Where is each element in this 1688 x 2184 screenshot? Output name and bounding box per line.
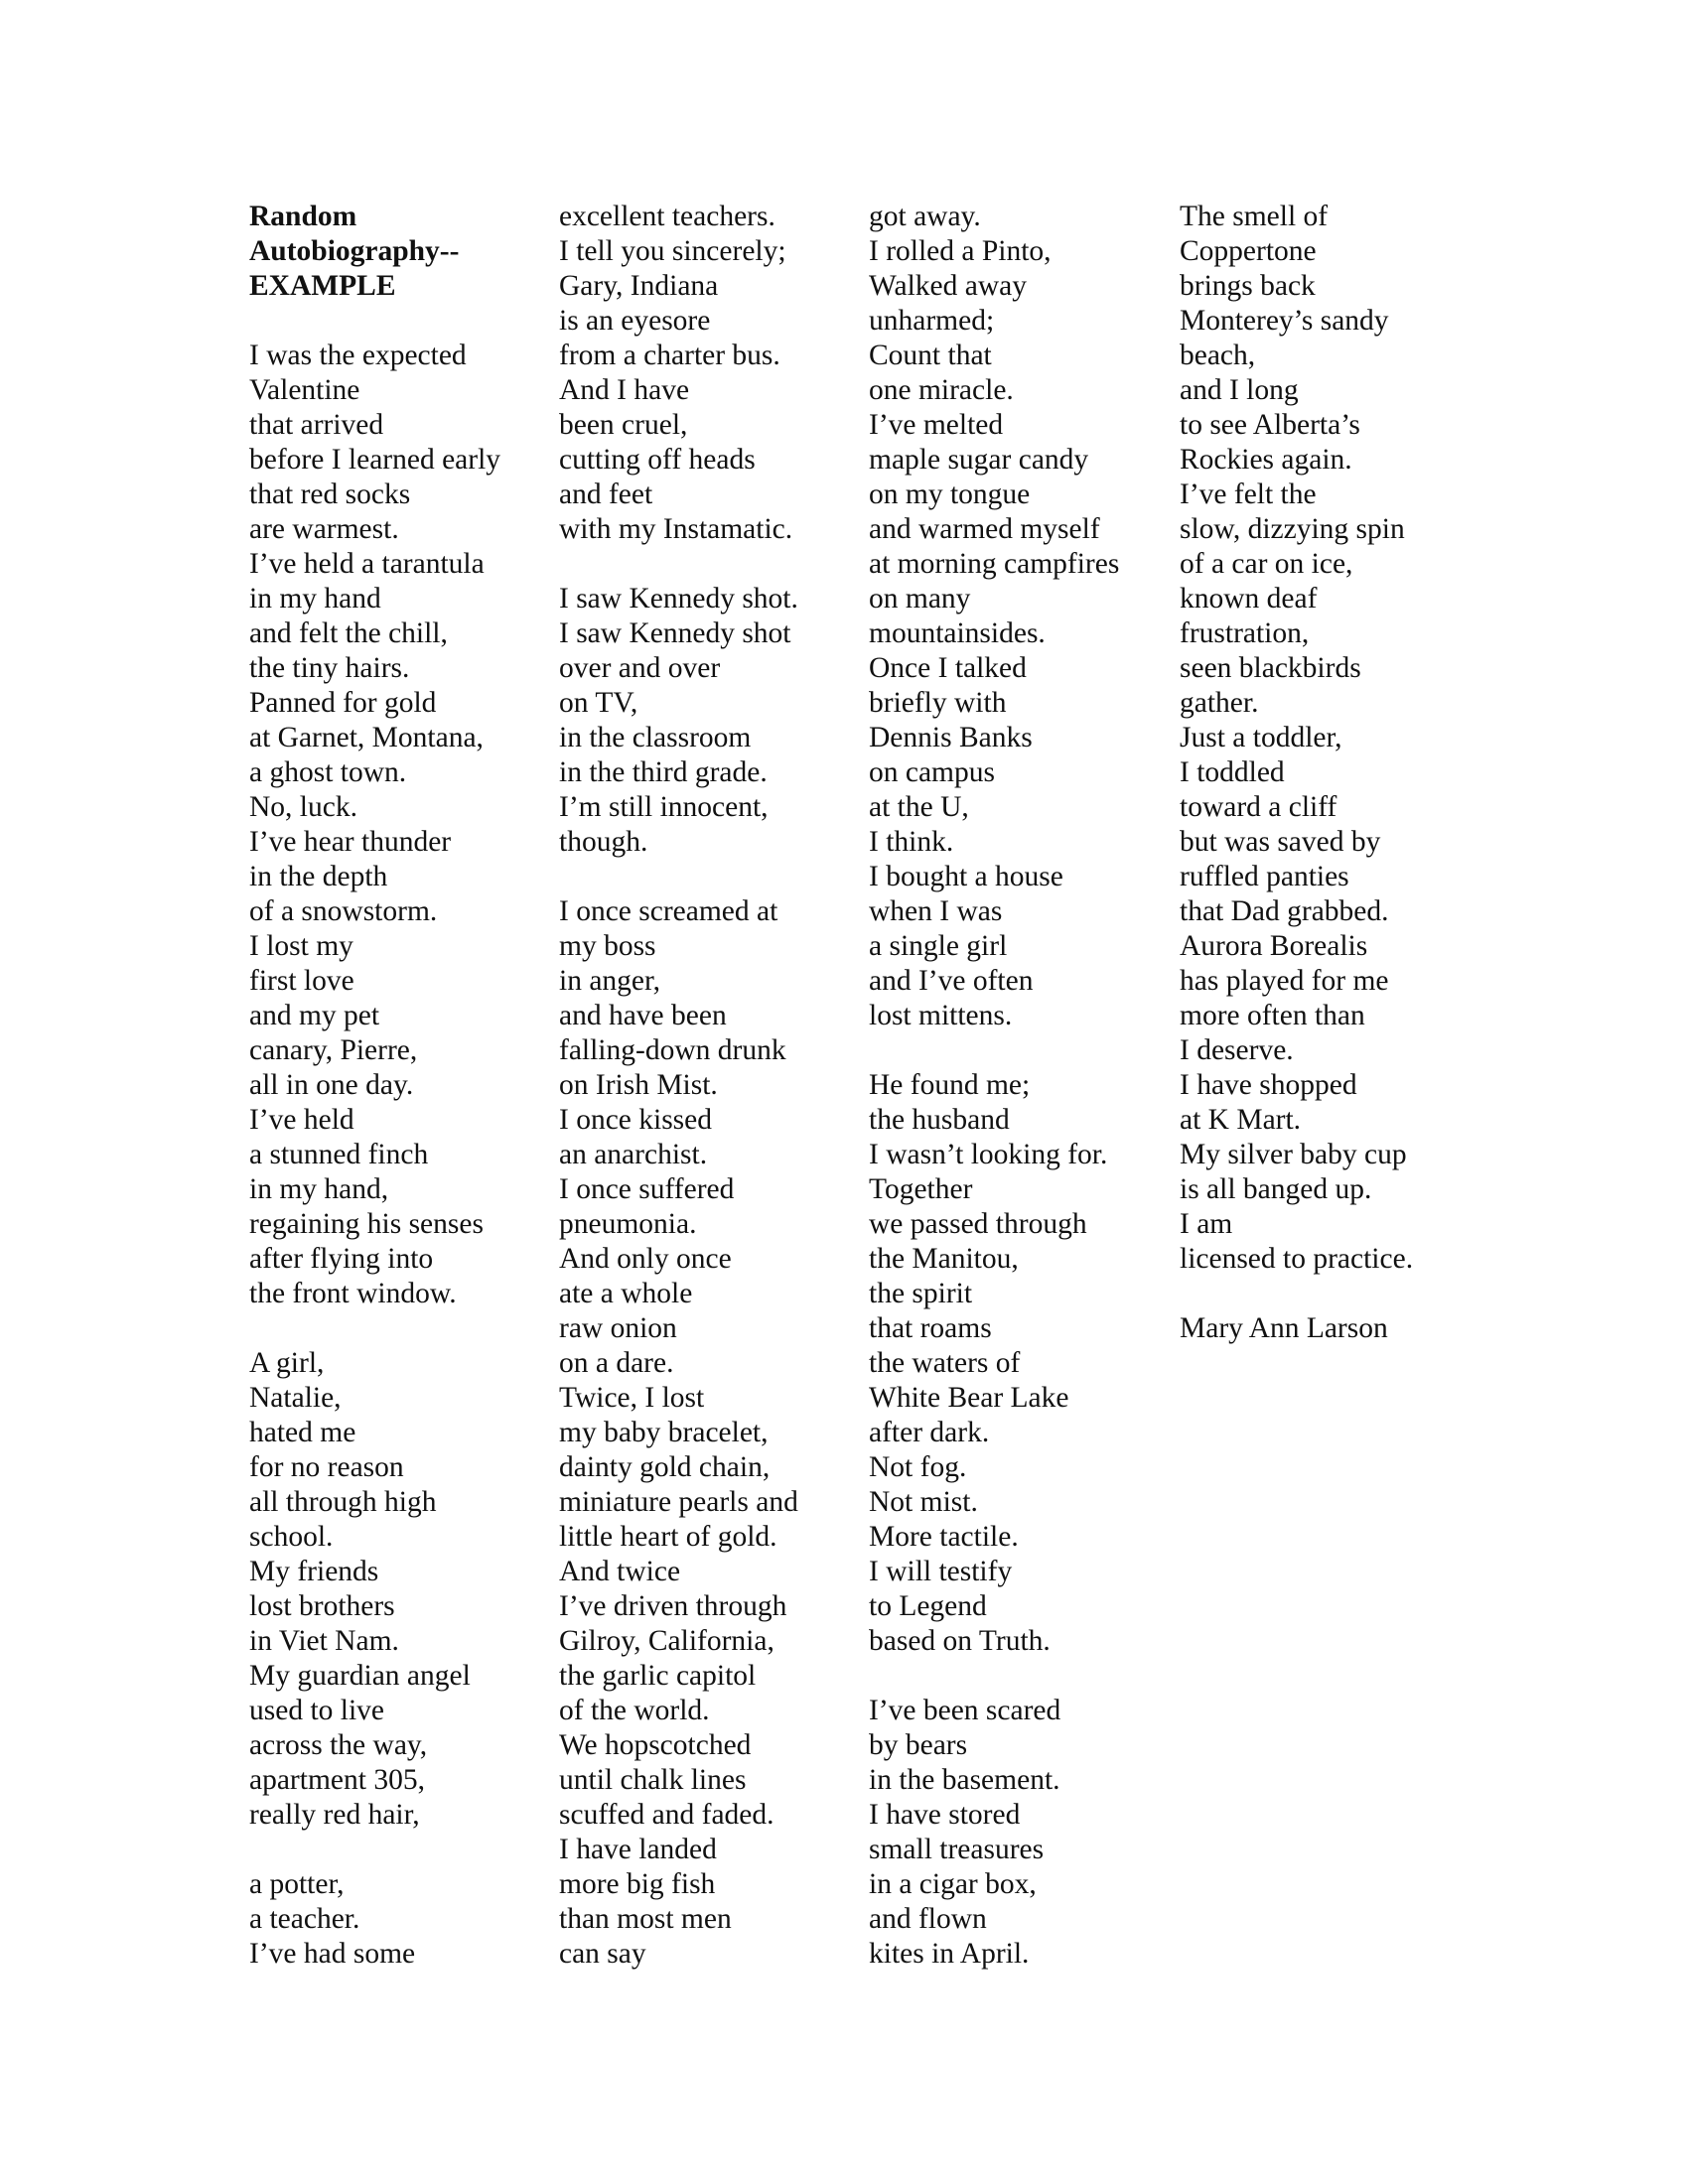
- poem-line: at the U,: [869, 791, 969, 823]
- poem-line: I bought a house: [869, 861, 1063, 892]
- poem-line: I once screamed at: [559, 895, 778, 927]
- poem-line: falling-down drunk: [559, 1034, 786, 1066]
- poem-line: I saw Kennedy shot.: [559, 583, 798, 614]
- poem-line: I lost my: [249, 930, 353, 962]
- poem-line: I deserve.: [1180, 1034, 1294, 1066]
- poem-line: in anger,: [559, 965, 661, 997]
- poem-line: dainty gold chain,: [559, 1451, 771, 1483]
- poem-line: excellent teachers.: [559, 201, 775, 232]
- poem-line: Panned for gold: [249, 687, 437, 719]
- stanza-break: [869, 1033, 1119, 1068]
- document-title-line-2: Autobiography--: [249, 235, 460, 267]
- poem-line: I was the expected: [249, 340, 467, 371]
- poem-line: based on Truth.: [869, 1625, 1051, 1657]
- poem-line: licensed to practice.: [1180, 1243, 1414, 1275]
- poem-line: on a dare.: [559, 1347, 674, 1379]
- poem-line: Twice, I lost: [559, 1382, 705, 1414]
- poem-line: with my Instamatic.: [559, 513, 793, 545]
- poem-line: I toddled: [1180, 756, 1285, 788]
- poem-line: the front window.: [249, 1278, 457, 1309]
- poem-line: in the depth: [249, 861, 388, 892]
- poem-line: No, luck.: [249, 791, 357, 823]
- poem-line: I’ve had some: [249, 1938, 416, 1970]
- poem-line: at K Mart.: [1180, 1104, 1302, 1136]
- poem-line: And I have: [559, 374, 690, 406]
- poem-line: before I learned early: [249, 444, 501, 476]
- poem-line: and I long: [1180, 374, 1299, 406]
- poem-line: And only once: [559, 1243, 732, 1275]
- poem-line: Together: [869, 1173, 973, 1205]
- poem-line: Walked away: [869, 270, 1027, 302]
- poem-line: across the way,: [249, 1729, 428, 1761]
- poem-line: all through high: [249, 1486, 437, 1518]
- stanza-break: [249, 1311, 500, 1346]
- poem-line: used to live: [249, 1695, 385, 1726]
- column-4: [1180, 200, 1413, 1346]
- poem-line: that arrived: [249, 409, 384, 441]
- poem-line: a stunned finch: [249, 1139, 429, 1170]
- column-3-body: [869, 200, 1119, 1972]
- poem-line: brings back: [1180, 270, 1316, 302]
- poem-line: really red hair,: [249, 1799, 420, 1831]
- poem-line: has played for me: [1180, 965, 1389, 997]
- poem-line: ate a whole: [559, 1278, 693, 1309]
- column-2-body: [559, 200, 798, 1972]
- poem-line: I rolled a Pinto,: [869, 235, 1052, 267]
- poem-line: at morning campfires: [869, 548, 1120, 580]
- poem-line: known deaf: [1180, 583, 1318, 614]
- poem-line: more often than: [1180, 1000, 1365, 1031]
- poem-line: I’ve held: [249, 1104, 354, 1136]
- poem-line: frustration,: [1180, 617, 1310, 649]
- poem-line: until chalk lines: [559, 1764, 747, 1796]
- poem-line: White Bear Lake: [869, 1382, 1069, 1414]
- poem-line: by bears: [869, 1729, 968, 1761]
- poem-line: He found me;: [869, 1069, 1031, 1101]
- poem-line: got away.: [869, 201, 981, 232]
- poem-line: Coppertone: [1180, 235, 1317, 267]
- poem-line: pneumonia.: [559, 1208, 697, 1240]
- poem-line: the tiny hairs.: [249, 652, 410, 684]
- poem-line: a ghost town.: [249, 756, 407, 788]
- column-1-body: [249, 304, 500, 1972]
- poem-line: my boss: [559, 930, 656, 962]
- poem-line: small treasures: [869, 1834, 1045, 1865]
- poem-line: in the classroom: [559, 722, 752, 753]
- poem-line: A girl,: [249, 1347, 325, 1379]
- poem-line: I’ve been scared: [869, 1695, 1061, 1726]
- poem-line: Just a toddler,: [1180, 722, 1342, 753]
- poem-line: we passed through: [869, 1208, 1087, 1240]
- poem-line: slow, dizzying spin: [1180, 513, 1405, 545]
- poem-line: Gary, Indiana: [559, 270, 719, 302]
- poem-line: little heart of gold.: [559, 1521, 777, 1553]
- poem-line: raw onion: [559, 1312, 677, 1344]
- poem-line: school.: [249, 1521, 334, 1553]
- poem-line: and I’ve often: [869, 965, 1034, 997]
- poem-line: Natalie,: [249, 1382, 342, 1414]
- poem-line: on my tongue: [869, 478, 1031, 510]
- poem-line: over and over: [559, 652, 721, 684]
- poem-line: that roams: [869, 1312, 992, 1344]
- poem-line: I once suffered: [559, 1173, 735, 1205]
- poem-line: in the third grade.: [559, 756, 768, 788]
- poem-line: when I was: [869, 895, 1003, 927]
- poem-line: lost mittens.: [869, 1000, 1013, 1031]
- document-title-line-3: EXAMPLE: [249, 270, 396, 302]
- poem-line: I once kissed: [559, 1104, 713, 1136]
- poem-line: miniature pearls and: [559, 1486, 798, 1518]
- poem-line: lost brothers: [249, 1590, 395, 1622]
- poem-line: the waters of: [869, 1347, 1021, 1379]
- poem-line: maple sugar candy: [869, 444, 1089, 476]
- poem-line: Once I talked: [869, 652, 1027, 684]
- poem-line: Dennis Banks: [869, 722, 1033, 753]
- poem-line: We hopscotched: [559, 1729, 752, 1761]
- author-signature: Mary Ann Larson: [1180, 1312, 1388, 1344]
- poem-line: More tactile.: [869, 1521, 1019, 1553]
- poem-line: the husband: [869, 1104, 1010, 1136]
- stanza-break: [1180, 1277, 1413, 1311]
- poem-line: hated me: [249, 1417, 356, 1448]
- poem-line: at Garnet, Montana,: [249, 722, 484, 753]
- poem-line: a teacher.: [249, 1903, 360, 1935]
- poem-line: the garlic capitol: [559, 1660, 757, 1692]
- poem-line: of the world.: [559, 1695, 710, 1726]
- poem-line: I have stored: [869, 1799, 1021, 1831]
- poem-line: I am: [1180, 1208, 1233, 1240]
- column-1: [249, 200, 500, 1972]
- stanza-break: [559, 860, 798, 894]
- poem-line: are warmest.: [249, 513, 399, 545]
- column-4-body: [1180, 200, 1413, 1346]
- stanza-break: [559, 547, 798, 582]
- poem-line: of a car on ice,: [1180, 548, 1353, 580]
- poem-line: all in one day.: [249, 1069, 414, 1101]
- poem-line: is an eyesore: [559, 305, 711, 337]
- column-3: [869, 200, 1119, 1972]
- poem-line: from a charter bus.: [559, 340, 780, 371]
- poem-line: seen blackbirds: [1180, 652, 1361, 684]
- poem-line: the spirit: [869, 1278, 973, 1309]
- poem-line: My guardian angel: [249, 1660, 471, 1692]
- poem-line: toward a cliff: [1180, 791, 1337, 823]
- poem-line: a single girl: [869, 930, 1008, 962]
- poem-line: I saw Kennedy shot: [559, 617, 791, 649]
- poem-line: ruffled panties: [1180, 861, 1349, 892]
- poem-line: I’ve melted: [869, 409, 1004, 441]
- document-title-line-1: Random: [249, 201, 357, 232]
- poem-line: I’ve felt the: [1180, 478, 1317, 510]
- poem-line: Aurora Borealis: [1180, 930, 1368, 962]
- poem-line: I’m still innocent,: [559, 791, 769, 823]
- poem-line: cutting off heads: [559, 444, 756, 476]
- poem-line: I’ve hear thunder: [249, 826, 452, 858]
- poem-line: I’ve driven through: [559, 1590, 787, 1622]
- poem-line: that red socks: [249, 478, 411, 510]
- poem-line: mountainsides.: [869, 617, 1046, 649]
- poem-line: though.: [559, 826, 648, 858]
- poem-line: Count that: [869, 340, 992, 371]
- poem-line: can say: [559, 1938, 646, 1970]
- poem-line: is all banged up.: [1180, 1173, 1372, 1205]
- poem-line: but was saved by: [1180, 826, 1381, 858]
- poem-line: and felt the chill,: [249, 617, 448, 649]
- poem-line: one miracle.: [869, 374, 1014, 406]
- poem-line: My friends: [249, 1556, 379, 1587]
- poem-line: I will testify: [869, 1556, 1013, 1587]
- poem-line: canary, Pierre,: [249, 1034, 418, 1066]
- poem-line: I tell you sincerely;: [559, 235, 786, 267]
- poem-line: kites in April.: [869, 1938, 1030, 1970]
- poem-line: a potter,: [249, 1868, 345, 1900]
- poem-line: to see Alberta’s: [1180, 409, 1360, 441]
- poem-line: been cruel,: [559, 409, 688, 441]
- poem-line: briefly with: [869, 687, 1007, 719]
- poem-line: unharmed;: [869, 305, 995, 337]
- poem-line: I’ve held a tarantula: [249, 548, 485, 580]
- poem-line: in the basement.: [869, 1764, 1060, 1796]
- poem-line: Monterey’s sandy: [1180, 305, 1389, 337]
- poem-line: Not mist.: [869, 1486, 978, 1518]
- poem-line: I have landed: [559, 1834, 717, 1865]
- poem-line: on TV,: [559, 687, 638, 719]
- poem-line: on Irish Mist.: [559, 1069, 718, 1101]
- poem-line: and warmed myself: [869, 513, 1100, 545]
- poem-line: in a cigar box,: [869, 1868, 1037, 1900]
- poem-line: for no reason: [249, 1451, 404, 1483]
- stanza-break: [869, 1659, 1119, 1694]
- poem-line: Valentine: [249, 374, 360, 406]
- poem-line: the Manitou,: [869, 1243, 1019, 1275]
- poem-line: apartment 305,: [249, 1764, 425, 1796]
- poem-line: than most men: [559, 1903, 732, 1935]
- poem-line: and flown: [869, 1903, 987, 1935]
- poem-line: my baby bracelet,: [559, 1417, 769, 1448]
- stanza-break: [249, 304, 500, 339]
- poem-line: on campus: [869, 756, 995, 788]
- poem-line: an anarchist.: [559, 1139, 708, 1170]
- poem-line: I think.: [869, 826, 954, 858]
- poem-line: of a snowstorm.: [249, 895, 438, 927]
- poem-line: first love: [249, 965, 354, 997]
- poem-line: and feet: [559, 478, 653, 510]
- poem-line: My silver baby cup: [1180, 1139, 1407, 1170]
- poem-line: Not fog.: [869, 1451, 967, 1483]
- poem-line: after flying into: [249, 1243, 434, 1275]
- poem-line: scuffed and faded.: [559, 1799, 774, 1831]
- poem-line: in my hand: [249, 583, 381, 614]
- poem-line: and have been: [559, 1000, 727, 1031]
- poem-line: Rockies again.: [1180, 444, 1352, 476]
- poem-line: beach,: [1180, 340, 1256, 371]
- poem-line: gather.: [1180, 687, 1259, 719]
- poem-line: Gilroy, California,: [559, 1625, 774, 1657]
- poem-line: regaining his senses: [249, 1208, 484, 1240]
- poem-line: and my pet: [249, 1000, 380, 1031]
- poem-line: more big fish: [559, 1868, 716, 1900]
- poem-line: in my hand,: [249, 1173, 389, 1205]
- poem-line: to Legend: [869, 1590, 987, 1622]
- poem-line: The smell of: [1180, 201, 1329, 232]
- poem-line: after dark.: [869, 1417, 990, 1448]
- poem-line: I have shopped: [1180, 1069, 1357, 1101]
- poem-line: that Dad grabbed.: [1180, 895, 1389, 927]
- poem-line: in Viet Nam.: [249, 1625, 399, 1657]
- stanza-break: [249, 1833, 500, 1867]
- poem-line: And twice: [559, 1556, 681, 1587]
- poem-line: on many: [869, 583, 971, 614]
- column-2: [559, 200, 798, 1972]
- poem-line: I wasn’t looking for.: [869, 1139, 1108, 1170]
